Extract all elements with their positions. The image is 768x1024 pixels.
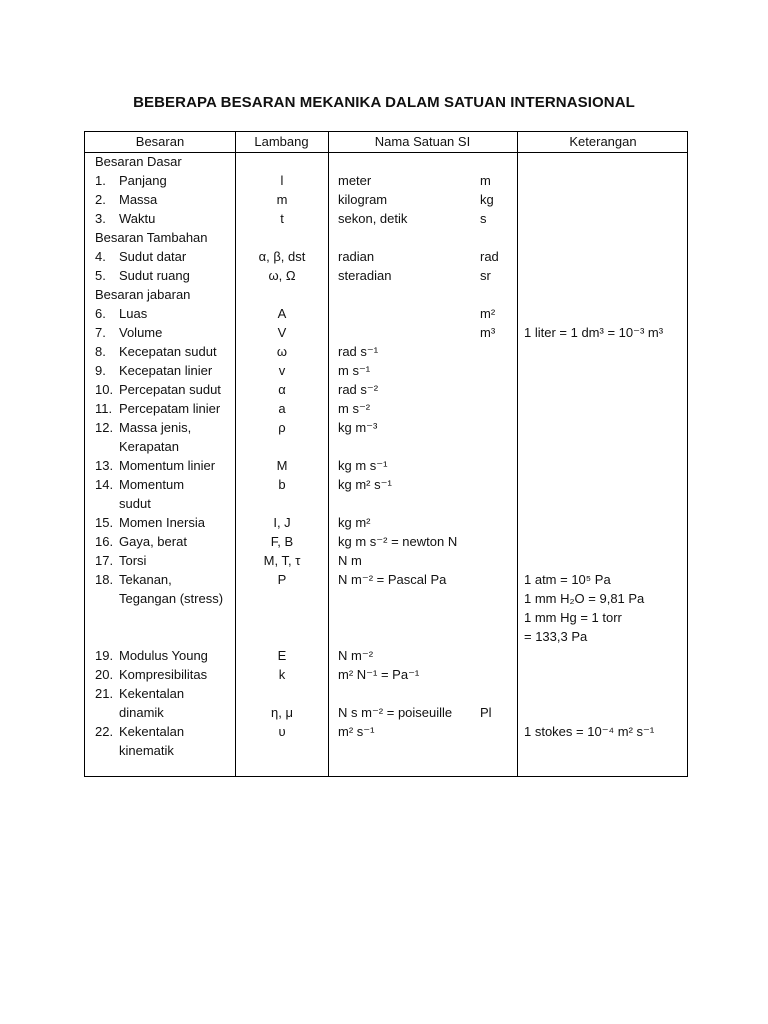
note: 1 stokes = 10⁻⁴ m² s⁻¹: [524, 724, 655, 739]
quantity-name: Tekanan,: [119, 572, 172, 587]
row-number: 6.: [95, 306, 106, 321]
quantity-name-continued: sudut: [119, 496, 151, 511]
quantity-name: Momentum: [119, 477, 185, 492]
quantity-symbol: ω: [276, 344, 288, 359]
quantity-symbol: A: [277, 306, 287, 321]
unit-name: N m: [338, 553, 362, 568]
quantity-name: Kecepatan sudut: [119, 344, 217, 359]
quantity-symbol: k: [278, 667, 286, 682]
group-label: Besaran Dasar: [95, 154, 182, 169]
row-number: 4.: [95, 249, 106, 264]
table-row: [85, 684, 687, 703]
quantity-symbol: α: [278, 382, 286, 397]
table-row: [85, 209, 687, 228]
quantity-name-continued: Tegangan (stress): [119, 591, 224, 606]
quantity-name: Massa: [119, 192, 158, 207]
table-row: [85, 570, 687, 589]
unit-name: kg m s⁻² = newton N: [338, 534, 458, 549]
table-row: [85, 190, 687, 209]
table-row: [85, 323, 687, 342]
header-keterangan: Keterangan: [569, 134, 637, 149]
row-number: 19.: [95, 648, 114, 663]
table-row: [85, 266, 687, 285]
quantity-symbol: E: [277, 648, 287, 663]
table-row: [85, 247, 687, 266]
header-lambang: Lambang: [254, 134, 309, 149]
quantity-symbol: ω, Ω: [268, 268, 296, 283]
row-number: 11.: [95, 401, 113, 416]
unit-name: steradian: [338, 268, 392, 283]
units-table: [84, 131, 688, 777]
unit-name: N s m⁻² = poiseuille: [338, 705, 453, 720]
table-row: [85, 646, 687, 665]
table-row: [85, 513, 687, 532]
table-row: [85, 532, 687, 551]
group-label: Besaran jabaran: [95, 287, 191, 302]
unit-name: N m⁻² = Pascal Pa: [338, 572, 447, 587]
table-row: [85, 342, 687, 361]
row-number: 15.: [95, 515, 114, 530]
quantity-name: Kekentalan: [119, 686, 185, 701]
quantity-symbol: υ: [278, 724, 286, 739]
note-continued: 1 mm H₂O = 9,81 Pa: [524, 591, 645, 606]
quantity-name-continued: kinematik: [119, 743, 174, 758]
row-number: 10.: [95, 382, 114, 397]
row-number: 1.: [95, 173, 106, 188]
table-row: [85, 361, 687, 380]
quantity-symbol: v: [278, 363, 286, 378]
row-number: 21.: [95, 686, 114, 701]
unit-name: meter: [338, 173, 372, 188]
header-besaran: Besaran: [135, 134, 185, 149]
group-label: Besaran Tambahan: [95, 230, 208, 245]
quantity-name: Torsi: [119, 553, 147, 568]
table-row: [85, 399, 687, 418]
unit-name: kg m⁻³: [338, 420, 378, 435]
quantity-name: Momen Inersia: [119, 515, 205, 530]
quantity-symbol: α, β, dst: [258, 249, 306, 264]
unit-name: radian: [338, 249, 375, 264]
table-row: [85, 551, 687, 570]
unit-name: sekon, detik: [338, 211, 408, 226]
quantity-name: Waktu: [119, 211, 156, 226]
row-number: 18.: [95, 572, 114, 587]
table-row: [85, 722, 687, 741]
unit-name: N m⁻²: [338, 648, 374, 663]
quantity-symbol: m: [276, 192, 288, 207]
quantity-name: Gaya, berat: [119, 534, 187, 549]
unit-name: kg m s⁻¹: [338, 458, 388, 473]
quantity-symbol: I, J: [273, 515, 291, 530]
quantity-name: Momentum linier: [119, 458, 216, 473]
quantity-symbol: M: [276, 458, 288, 473]
unit-abbreviation: s: [480, 211, 487, 226]
quantity-name-continued: dinamik: [119, 705, 164, 720]
quantity-name: Percepatan sudut: [119, 382, 221, 397]
quantity-name-continued: Kerapatan: [119, 439, 179, 454]
unit-name: m s⁻²: [338, 401, 371, 416]
row-number: 2.: [95, 192, 106, 207]
quantity-symbol: a: [278, 401, 286, 416]
row-number: 9.: [95, 363, 106, 378]
row-number: 5.: [95, 268, 106, 283]
unit-abbreviation: sr: [480, 268, 491, 283]
row-number: 3.: [95, 211, 106, 226]
note: 1 atm = 10⁵ Pa: [524, 572, 611, 587]
unit-abbreviation: m³: [480, 325, 496, 340]
unit-name: rad s⁻²: [338, 382, 379, 397]
row-number: 13.: [95, 458, 114, 473]
table-row: [85, 418, 687, 437]
unit-name: m² s⁻¹: [338, 724, 375, 739]
row-number: 17.: [95, 553, 114, 568]
table-row: [85, 665, 687, 684]
quantity-name: Volume: [119, 325, 163, 340]
quantity-symbol: P: [277, 572, 287, 587]
row-number: 14.: [95, 477, 114, 492]
quantity-name: Luas: [119, 306, 148, 321]
unit-abbreviation: m²: [480, 306, 496, 321]
quantity-name: Kompresibilitas: [119, 667, 208, 682]
page-title: BEBERAPA BESARAN MEKANIKA DALAM SATUAN INTERNASIONAL: [133, 94, 635, 111]
quantity-name: Kekentalan: [119, 724, 185, 739]
row-number: 16.: [95, 534, 114, 549]
note-continued: 1 mm Hg = 1 torr: [524, 610, 622, 625]
quantity-name: Panjang: [119, 173, 167, 188]
unit-abbreviation: kg: [480, 192, 494, 207]
quantity-symbol: l: [280, 173, 284, 188]
table-row: [85, 171, 687, 190]
unit-name: m² N⁻¹ = Pa⁻¹: [338, 667, 420, 682]
row-number: 20.: [95, 667, 114, 682]
quantity-name: Sudut ruang: [119, 268, 190, 283]
quantity-symbol: η, μ: [271, 705, 293, 720]
unit-abbreviation: Pl: [480, 705, 492, 720]
quantity-name: Sudut datar: [119, 249, 187, 264]
unit-abbreviation: rad: [480, 249, 499, 264]
quantity-symbol: t: [280, 211, 284, 226]
unit-name: m s⁻¹: [338, 363, 371, 378]
quantity-symbol: F, B: [270, 534, 294, 549]
row-number: 12.: [95, 420, 114, 435]
table-row: [85, 475, 687, 494]
unit-name: kilogram: [338, 192, 388, 207]
row-number: 22.: [95, 724, 114, 739]
quantity-symbol: ρ: [278, 420, 286, 435]
note: 1 liter = 1 dm³ = 10⁻³ m³: [524, 325, 664, 340]
quantity-symbol: b: [278, 477, 286, 492]
table-row: [85, 380, 687, 399]
quantity-symbol: V: [277, 325, 287, 340]
quantity-name: Kecepatan linier: [119, 363, 213, 378]
unit-name: kg m²: [338, 515, 371, 530]
row-number: 8.: [95, 344, 106, 359]
quantity-name: Massa jenis,: [119, 420, 192, 435]
unit-abbreviation: m: [480, 173, 491, 188]
note-continued: = 133,3 Pa: [524, 629, 588, 644]
row-number: 7.: [95, 325, 106, 340]
quantity-symbol: M, T, τ: [263, 553, 301, 568]
quantity-name: Percepatam linier: [119, 401, 221, 416]
header-satuan: Nama Satuan SI: [374, 134, 471, 149]
quantity-name: Modulus Young: [119, 648, 208, 663]
unit-name: rad s⁻¹: [338, 344, 379, 359]
table-row: [85, 304, 687, 323]
table-row: [85, 456, 687, 475]
unit-name: kg m² s⁻¹: [338, 477, 392, 492]
